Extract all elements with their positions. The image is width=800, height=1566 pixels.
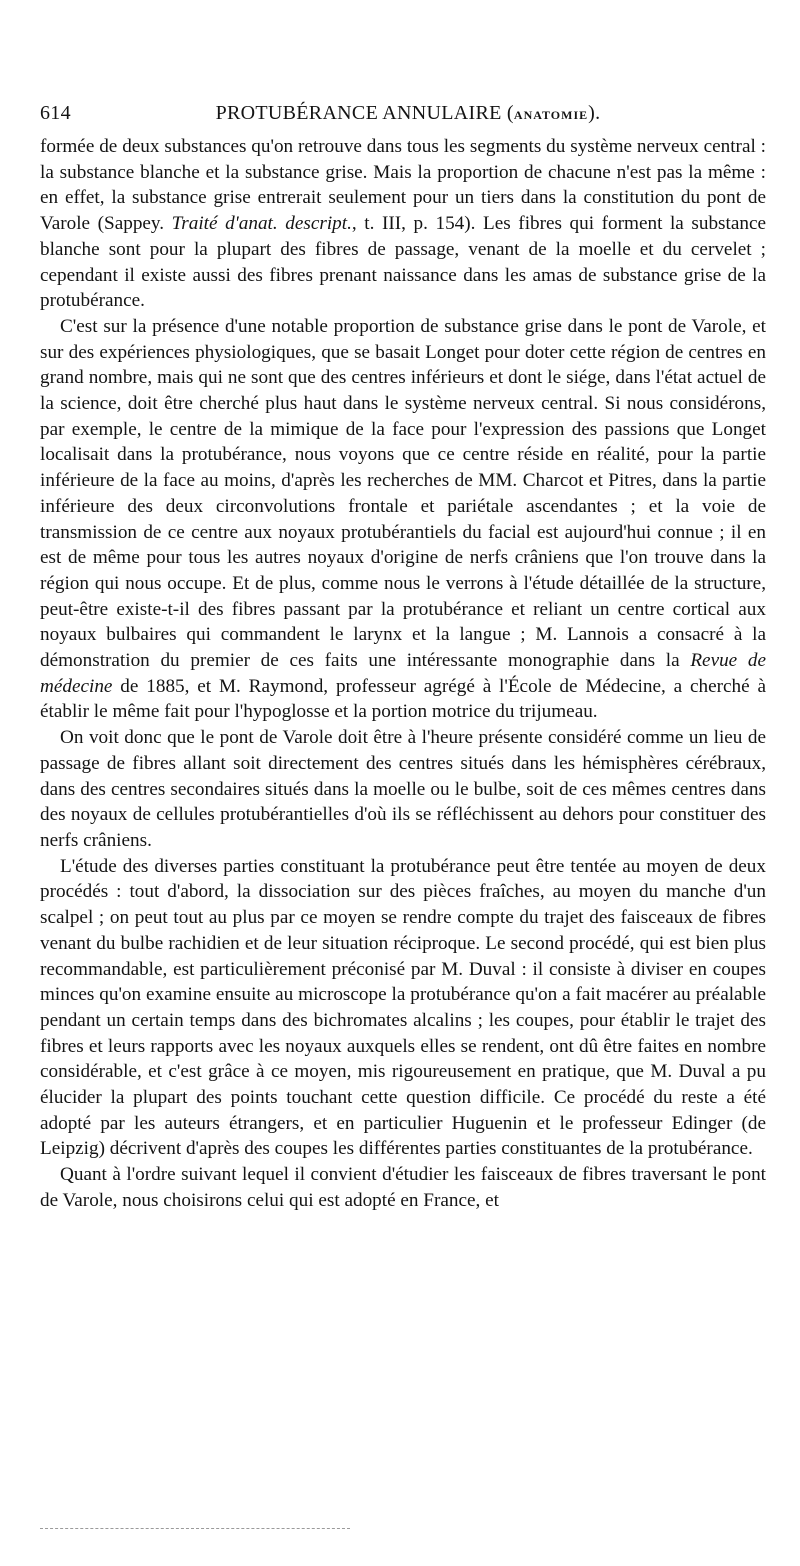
text-run: formée de deux substances qu'on retrouve dans tous les segments du système nerveux central : la substance blanche et la substance grise. Mais la proportion de chacune n'est pas la même : en effet, la substance grise entrerait seulement pour un tiers dans la constitution du pont de Varole (Sappey. [40,136,766,235]
paragraph [40,134,766,314]
paragraph [40,1162,766,1213]
running-title-close: ). [588,102,601,124]
text-run: , t. III, p. 154). Les fibres qui forment la substance blanche sont pour la plupart des fibres de passage, venant de la moelle et du cervelet ; cependant il existe aussi des fibres prenant naissance dans les amas de substance grise de la protubérance. [40,213,766,312]
text-run: Quant à l'ordre suivant lequel il convient d'étudier les faisceaux de fibres traversant le pont de Varole, nous choisirons celui qui est adopté en France, et [40,1164,766,1211]
running-title-section: ANATOMIE [513,108,589,122]
paragraph [40,854,766,1162]
paragraph [40,725,766,854]
page [40,98,766,1214]
text-run: de 1885, et M. Raymond, professeur agrégé à l'École de Médecine, a cherché à établir le même fait pour l'hypoglosse et la portion motrice du trijumeau. [40,675,766,723]
text-run: L'étude des diverses parties constituant la protubérance peut être tentée au moyen de deux procédés : tout d'abord, la dissociation sur des pièces fraîches, au moyen du manche d'un scalpel ; on peut tout au plus par ce moyen se rendre compte du trajet des faisceaux de fibres venant du bulbe rachidien et de leur situation réciproque. Le second procédé, qui est bien plus recommandable, est particulièrement préconisé par M. Duval : il consiste à diviser en coupes minces qu'on examine ensuite au microscope la protubérance qu'on a fait macérer au préalable pendant un certain temps dans des bichromates alcalins ; les coupes, pour établir le trajet des fibres et leurs rapports avec les noyaux auxquels elles se rendent, ont dû être faites en nombre considérable, et c'est grâce à ce moyen, mis rigoureusement en pratique, que M. Duval a pu élucider la plupart des points touchant cette question difficile. Ce procédé du reste a été adopté par les auteurs étrangers, et en particulier Huguenin et le professeur Edinger (de Leipzig) décrivent d'après des coupes les différentes parties constituantes de la protubérance. [40,855,766,1160]
footer-rule [40,1528,350,1529]
paragraph [40,314,766,725]
running-title [40,102,766,125]
page-number: 614 [40,102,71,124]
running-head [40,98,766,134]
text-run: C'est sur la présence d'une notable proportion de substance grise dans le pont de Varole, et sur des expériences physiologiques, que se basait Longet pour doter cette région de centres en grand nombre, mais qui ne sont que des centres inférieurs et dont le siége, dans l'état actuel de la science, doit être cherché plus haut dans le système nerveux central. Si nous considérons, par exemple, le centre de la mimique de la face pour l'expression des passions que Longet localisait dans la protubérance, nous voyons que ce centre réside en réalité, pour la partie inférieure de la face au moins, d'après les recherches de MM. Charcot et Pitres, dans la partie inférieure des deux circonvolutions frontale et pariétale ascendantes ; et la voie de transmission de ce centre aux noyaux protubérantiels du facial est aujourd'hui connue ; il en est de même pour tous les autres noyaux d'origine de nerfs crâniens que l'on trouve dans la région qui nous occupe. Et de plus, comme nous le verrons à l'étude détaillée de la structure, peut-être existe-t-il des fibres passant par la protubérance et reliant un centre cortical aux noyaux bulbaires qui commandent le larynx et la langue ; M. Lannois a consacré à la démonstration du premier de ces faits une intéressante monographie dans la [40,315,766,672]
italic-run: Revue de médecine [40,650,766,697]
text-run: On voit donc que le pont de Varole doit être à l'heure présente considéré comme un lieu de passage de fibres allant soit directement des centres situés dans les hémisphères cérébraux, dans des centres secondaires situés dans la moelle ou le bulbe, soit de ces mêmes centres dans des noyaux de cellules protubérantielles d'où ils se réfléchissent au dehors pour constituer des nerfs crâniens. [40,727,766,851]
italic-run: Traité d'anat. descript. [171,213,352,235]
body-text [40,134,766,1214]
running-title-main: PROTUBÉRANCE ANNULAIRE ( [215,102,514,124]
